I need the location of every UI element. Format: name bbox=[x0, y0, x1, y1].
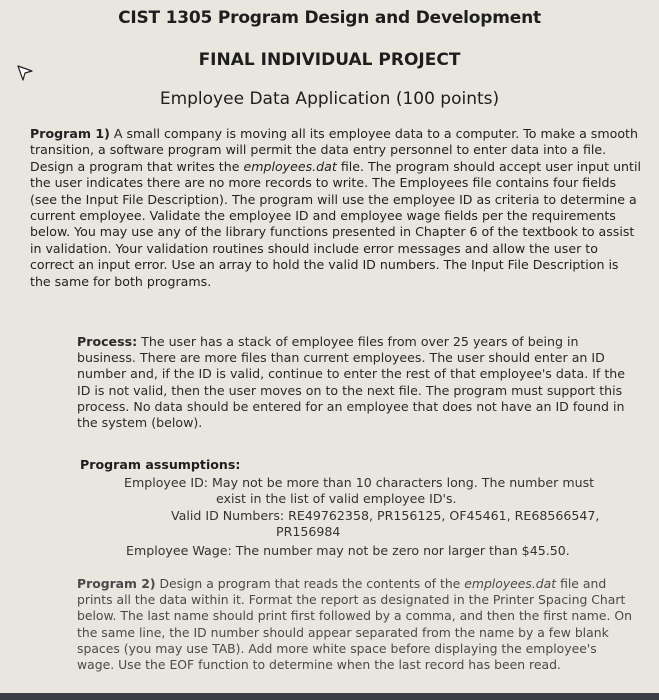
valid-id-numbers-line1: Valid ID Numbers: RE49762358, PR156125, OF45461, RE68566547, bbox=[171, 508, 600, 523]
program-2-filename: employees.dat bbox=[464, 576, 557, 591]
assumptions-heading: Program assumptions: bbox=[80, 457, 241, 472]
employee-id-rule-line1: Employee ID: May not be more than 10 characters long. The number must bbox=[124, 475, 595, 490]
program-1-paragraph bbox=[30, 126, 642, 290]
employee-id-rule-line2: exist in the list of valid employee ID's. bbox=[216, 491, 457, 506]
bottom-edge bbox=[0, 693, 659, 700]
program-1-filename: employees.dat bbox=[243, 158, 337, 174]
program-1-text-b: file. The program should accept user input until the user indicates there are no more records to write. The Employees file contains four fields (see the Input File Description). The program will use the employee ID as criteria to determine a current employee. Validate the employee ID and employee wage fields per the requirements below. You may use any of the library functions presented in Chapter 6 of the textbook to assist in validation. Your validation routines should include error messages and allow the user to correct an input error. Use an array to hold the valid ID numbers. The Input File Description is the same for both programs. bbox=[30, 158, 641, 289]
valid-id-numbers-line2: PR156984 bbox=[276, 524, 341, 539]
program-2-label: Program 2) bbox=[77, 576, 156, 591]
process-label: Process: bbox=[77, 334, 138, 349]
program-2-text-b: file and prints all the data within it. Format the report as designated in the Printer Spacing Chart below. The last name should print first followed by a comma, and then the first name. On the same line, the ID number should appear separated from the name by a few blank spaces (you may use TAB). Add more white space before displaying the employee's wage. Use the EOF function to determine when the last record has been read. bbox=[77, 576, 632, 673]
process-paragraph bbox=[77, 334, 637, 431]
program-2-paragraph bbox=[77, 576, 637, 673]
program-1-text-a: A small company is moving all its employee data to a computer. To make a smooth transition, a software program will permit the data entry personnel to enter data into a file. Design a program that writes the bbox=[30, 126, 638, 174]
employee-wage-rule: Employee Wage: The number may not be zero nor larger than $45.50. bbox=[126, 543, 570, 558]
process-text: The user has a stack of employee files from over 25 years of being in business. There are more files than current employees. The user should enter an ID number and, if the ID is valid, continue to enter the rest of that employee's data. If the ID is not valid, then the user moves on to the next file. The program must support this process. No data should be entered for an employee that does not have an ID found in the system (below). bbox=[77, 334, 626, 431]
project-title: FINAL INDIVIDUAL PROJECT bbox=[198, 50, 461, 70]
program-1-label: Program 1) bbox=[30, 126, 110, 141]
application-title: Employee Data Application (100 points) bbox=[159, 89, 500, 109]
program-2-text-a: Design a program that reads the contents of the bbox=[155, 576, 465, 591]
course-title: CIST 1305 Program Design and Development bbox=[118, 8, 541, 28]
